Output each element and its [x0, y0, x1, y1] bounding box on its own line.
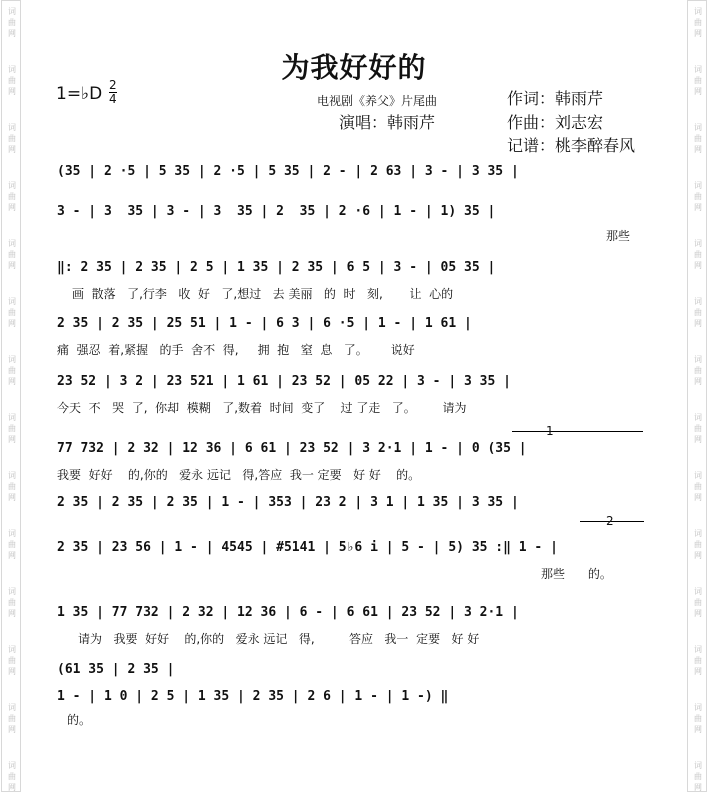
watermark-char: 网: [694, 435, 702, 444]
watermark-char: 曲: [8, 76, 16, 85]
lyrics-row-9: 请为 我要 好好 的,你的 爱永 远记 得, 答应 我一 定要 好 好: [78, 632, 480, 646]
watermark-char: 网: [8, 551, 16, 560]
watermark-char: 词: [694, 471, 702, 480]
watermark-char: 词: [8, 65, 16, 74]
key-signature: 1=♭D: [56, 84, 103, 104]
watermark-char: 网: [8, 377, 16, 386]
watermark-char: 网: [8, 725, 16, 734]
lyrics-row-3: 画 散落 了,行李 收 好 了,想过 去 美丽 的 时 刻, 让 心的: [72, 287, 454, 301]
score-row-8: 2 35 | 23 56 | 1 - | 4545 | #5141 | 5♭6 i | 5 - | 5) 35 :‖ 1 - |: [57, 540, 558, 555]
watermark-char: 曲: [694, 598, 702, 607]
song-title: 为我好好的: [281, 51, 427, 84]
watermark-char: 曲: [694, 772, 702, 781]
watermark-char: 词: [694, 297, 702, 306]
watermark-strip-right: [687, 0, 707, 792]
watermark-char: 词: [8, 181, 16, 190]
watermark-char: 曲: [694, 308, 702, 317]
watermark-char: 词: [694, 529, 702, 538]
watermark-char: 网: [8, 29, 16, 38]
watermark-char: 网: [694, 203, 702, 212]
watermark-char: 曲: [694, 18, 702, 27]
lyrics-row-11: 的。: [67, 713, 92, 727]
watermark-char: 曲: [694, 134, 702, 143]
watermark-char: 网: [694, 783, 702, 792]
score-row-7: 2 35 | 2 35 | 2 35 | 1 - | 353 | 23 2 | 3 1 | 1 35 | 3 35 |: [57, 495, 519, 510]
watermark-char: 网: [8, 783, 16, 792]
watermark-strip-left: [1, 0, 21, 792]
score-row-3: ‖: 2 35 | 2 35 | 2 5 | 1 35 | 2 35 | 6 5 | 3 - | 05 35 |: [57, 260, 496, 275]
watermark-char: 曲: [694, 714, 702, 723]
watermark-char: 曲: [8, 424, 16, 433]
lyrics-row-8: 那些 的。: [541, 567, 612, 581]
singer: 演唱：韩雨芹: [339, 113, 436, 132]
watermark-char: 词: [8, 587, 16, 596]
watermark-char: 词: [8, 7, 16, 16]
watermark-char: 词: [8, 297, 16, 306]
watermark-char: 曲: [694, 424, 702, 433]
watermark-char: 网: [694, 29, 702, 38]
watermark-char: 网: [694, 261, 702, 270]
watermark-char: 词: [8, 703, 16, 712]
watermark-char: 网: [694, 145, 702, 154]
watermark-char: 词: [694, 181, 702, 190]
watermark-char: 曲: [8, 598, 16, 607]
watermark-char: 曲: [8, 540, 16, 549]
watermark-char: 网: [8, 493, 16, 502]
watermark-char: 网: [694, 667, 702, 676]
watermark-char: 曲: [8, 714, 16, 723]
watermark-char: 词: [8, 529, 16, 538]
watermark-char: 词: [694, 703, 702, 712]
watermark-char: 词: [8, 123, 16, 132]
watermark-char: 词: [694, 355, 702, 364]
watermark-char: 曲: [8, 656, 16, 665]
watermark-char: 曲: [694, 540, 702, 549]
watermark-char: 网: [694, 609, 702, 618]
score-row-2: 3 - | 3 35 | 3 - | 3 35 | 2 35 | 2 ·6 | 1 - | 1) 35 |: [57, 204, 496, 219]
watermark-char: 曲: [694, 250, 702, 259]
composer: 作曲：刘志宏: [507, 113, 604, 132]
watermark-char: 网: [8, 203, 16, 212]
volta-number-1: 1: [546, 424, 554, 438]
watermark-char: 词: [694, 123, 702, 132]
watermark-char: 词: [8, 645, 16, 654]
time-signature-bottom: 4: [109, 92, 117, 106]
lyricist: 作词：韩雨芹: [507, 89, 604, 108]
watermark-char: 词: [8, 413, 16, 422]
watermark-char: 曲: [8, 772, 16, 781]
watermark-char: 曲: [8, 134, 16, 143]
watermark-char: 网: [694, 319, 702, 328]
watermark-char: 网: [694, 87, 702, 96]
watermark-char: 曲: [8, 18, 16, 27]
watermark-char: 网: [694, 377, 702, 386]
watermark-char: 词: [694, 413, 702, 422]
watermark-char: 曲: [694, 76, 702, 85]
watermark-char: 网: [8, 319, 16, 328]
score-row-11: 1 - | 1 0 | 2 5 | 1 35 | 2 35 | 2 6 | 1 - | 1 -) ‖: [57, 689, 449, 704]
watermark-char: 曲: [8, 308, 16, 317]
watermark-char: 曲: [8, 366, 16, 375]
watermark-char: 曲: [8, 250, 16, 259]
lyrics-row-6: 我要 好好 的,你的 爱永 远记 得,答应 我一 定要 好 好 的。: [57, 468, 421, 482]
watermark-char: 网: [8, 609, 16, 618]
lyrics-row-5: 今天 不 哭 了, 你却 模糊 了,数着 时间 变了 过 了走 了。 请为: [57, 401, 467, 415]
watermark-char: 网: [694, 551, 702, 560]
volta-number-2: 2: [606, 514, 614, 528]
watermark-char: 词: [8, 239, 16, 248]
lyrics-row-2: 那些: [606, 229, 631, 243]
watermark-char: 网: [8, 87, 16, 96]
score-row-10: (61 35 | 2 35 |: [57, 662, 175, 677]
score-row-5: 23 52 | 3 2 | 23 521 | 1 61 | 23 52 | 05 22 | 3 - | 3 35 |: [57, 374, 511, 389]
watermark-char: 词: [694, 761, 702, 770]
watermark-char: 词: [8, 355, 16, 364]
volta-bracket-1: [512, 431, 643, 432]
score-row-4: 2 35 | 2 35 | 25 51 | 1 - | 6 3 | 6 ·5 | 1 - | 1 61 |: [57, 316, 472, 331]
watermark-char: 曲: [8, 482, 16, 491]
watermark-char: 曲: [694, 482, 702, 491]
watermark-char: 网: [8, 145, 16, 154]
watermark-char: 词: [694, 645, 702, 654]
watermark-char: 曲: [8, 192, 16, 201]
watermark-char: 网: [694, 725, 702, 734]
subtitle: 电视剧《养父》片尾曲: [317, 94, 438, 108]
watermark-char: 网: [694, 493, 702, 502]
watermark-char: 词: [694, 7, 702, 16]
watermark-char: 曲: [694, 366, 702, 375]
watermark-char: 曲: [694, 192, 702, 201]
watermark-char: 词: [694, 239, 702, 248]
watermark-char: 词: [8, 761, 16, 770]
watermark-char: 词: [694, 65, 702, 74]
watermark-char: 网: [8, 261, 16, 270]
score-row-6: 77 732 | 2 32 | 12 36 | 6 61 | 23 52 | 3 2·1 | 1 - | 0 (35 |: [57, 441, 527, 456]
score-row-9: 1 35 | 77 732 | 2 32 | 12 36 | 6 - | 6 61 | 23 52 | 3 2·1 |: [57, 605, 519, 620]
time-signature: [109, 80, 117, 105]
watermark-char: 词: [8, 471, 16, 480]
transcriber: 记谱：桃李醉春风: [507, 136, 636, 155]
score-row-1: (35 | 2 ·5 | 5 35 | 2 ·5 | 5 35 | 2 - | 2 63 | 3 - | 3 35 |: [57, 164, 519, 179]
lyrics-row-4: 痛 强忍 着,紧握 的手 舍不 得, 拥 抱 窒 息 了。 说好: [57, 343, 415, 357]
watermark-char: 曲: [694, 656, 702, 665]
watermark-char: 网: [8, 435, 16, 444]
time-signature-top: 2: [109, 78, 117, 92]
watermark-char: 词: [694, 587, 702, 596]
watermark-char: 网: [8, 667, 16, 676]
